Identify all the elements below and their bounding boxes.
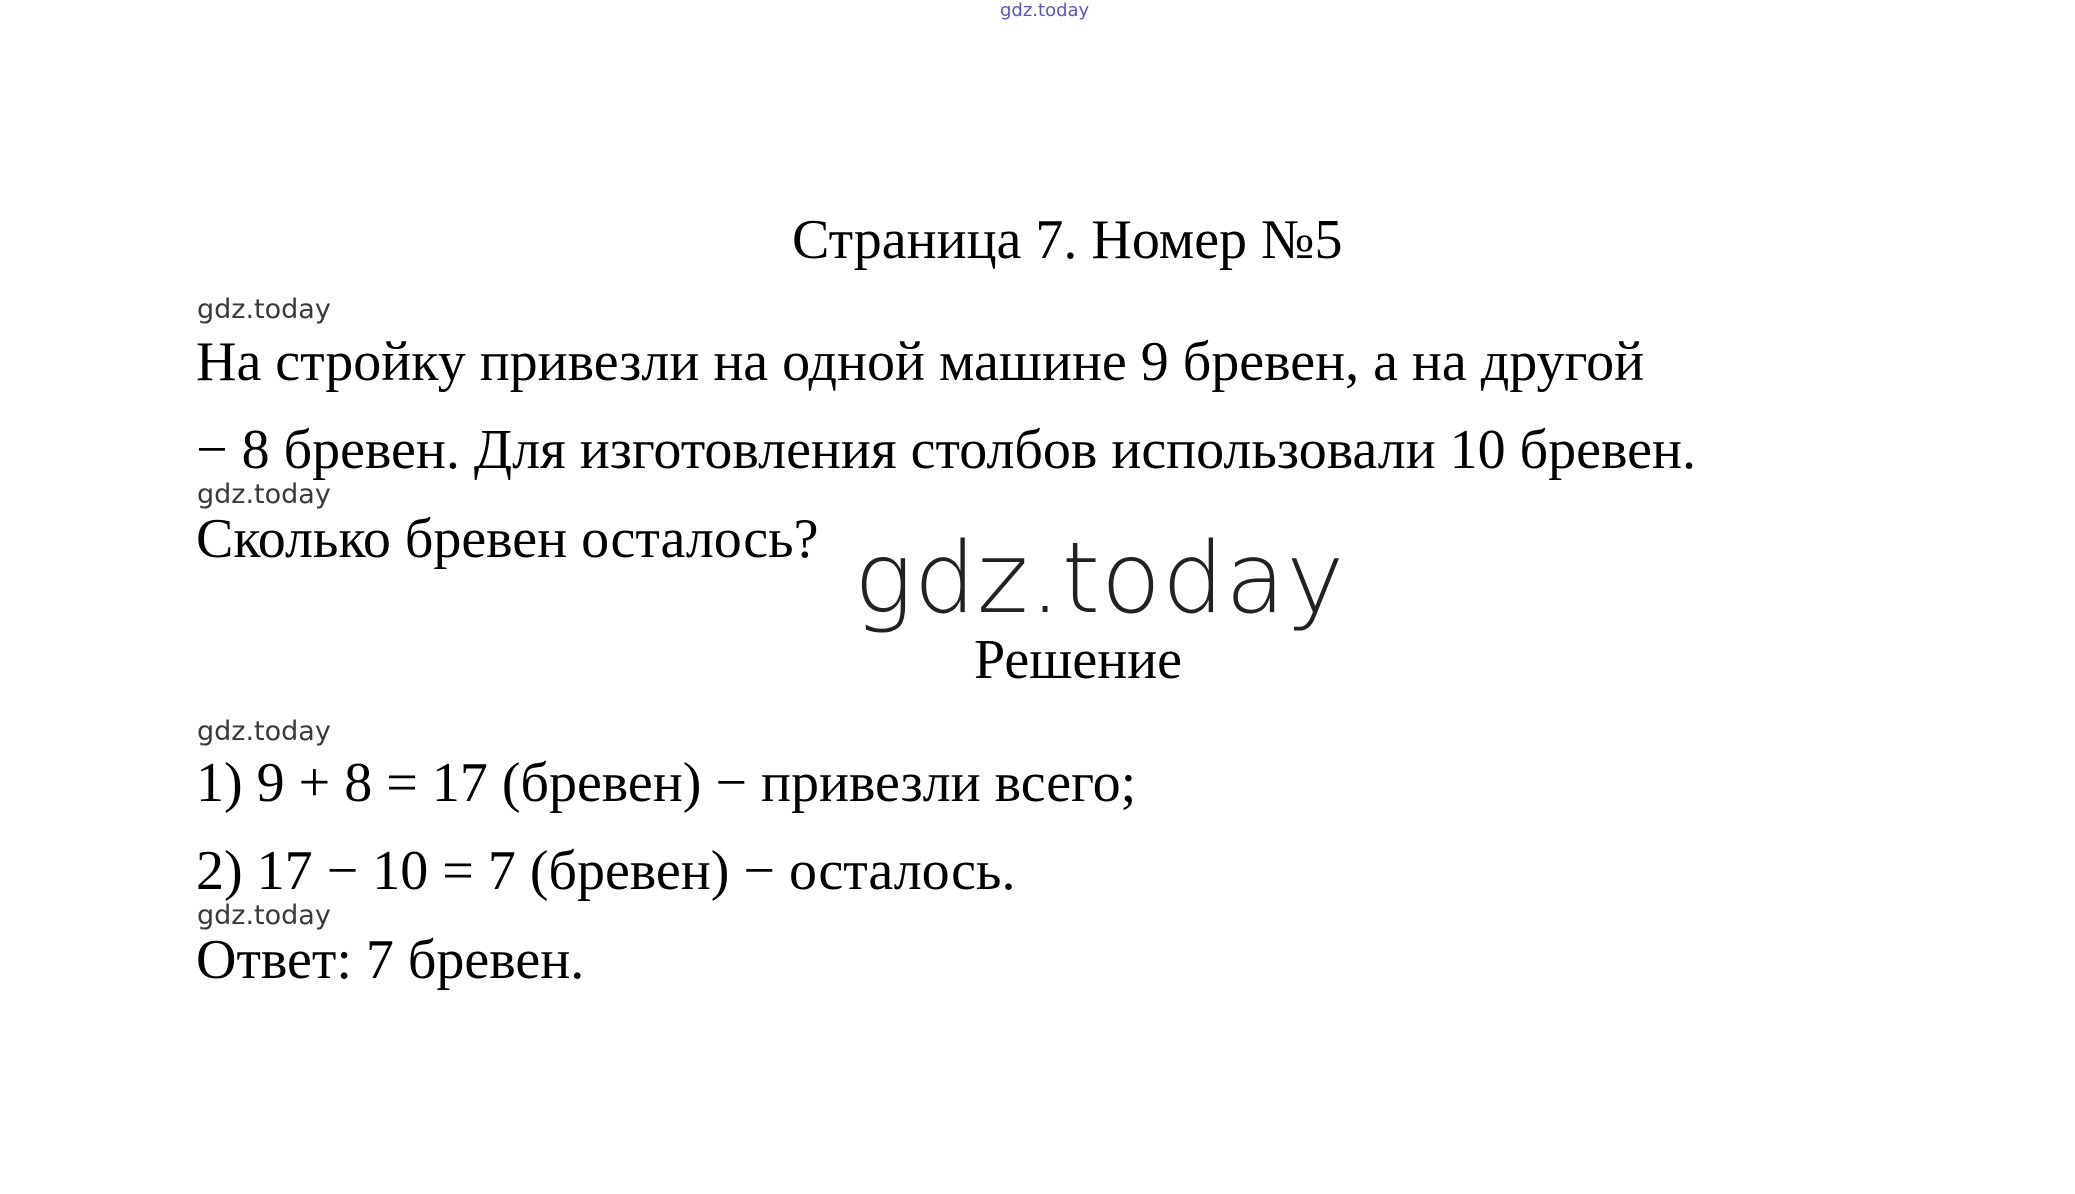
answer-line: Ответ: 7 бревен. [196, 929, 585, 991]
problem-line-2: − 8 бревен. Для изготовления столбов использовали 10 бревен. [196, 419, 1696, 481]
solution-step-2: 2) 17 − 10 = 7 (бревен) − осталось. [196, 840, 1016, 902]
page-title: Страница 7. Номер №5 [792, 209, 1343, 271]
problem-line-1: На стройку привезли на одной машине 9 бревен, а на другой [196, 331, 1645, 393]
problem-line-3: Сколько бревен осталось? [196, 508, 819, 570]
solution-heading: Решение [974, 629, 1183, 691]
watermark-small-1: gdz.today [197, 294, 331, 325]
watermark-small-2: gdz.today [197, 479, 331, 510]
watermark-large: gdz.today [854, 522, 1346, 636]
watermark-top: gdz.today [1000, 0, 1090, 21]
watermark-small-3: gdz.today [197, 716, 331, 747]
solution-step-1: 1) 9 + 8 = 17 (бревен) − привезли всего; [196, 752, 1137, 814]
watermark-small-4: gdz.today [197, 900, 331, 931]
